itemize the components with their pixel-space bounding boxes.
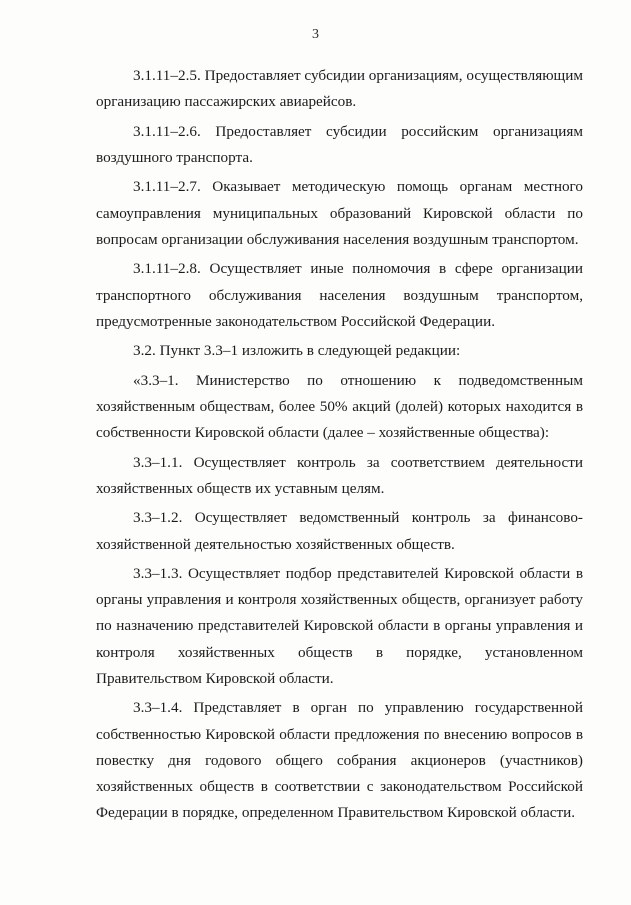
page-number: 3 [312,27,319,42]
document-body [96,63,583,830]
paragraph-3-3-1-1: 3.3–1.1. Осуществляет контроль за соответствием деятельности хозяйственных обществ их уставным целям. [96,453,583,497]
paragraph-3-3-1-3: 3.3–1.3. Осуществляет подбор представителей Кировской области в органы управления и контроля хозяйственных обществ, организует работу по назначению представителей Кировской области в органы управления и контроля хозяйственных обществ в порядке, установленном Правительством Кировской области. [96,565,583,687]
paragraph-3-3-1-4: 3.3–1.4. Представляет в орган по управлению государственной собственностью Кировской области предложения по внесению вопросов в повестку дня годового общего собрания акционеров (участников) хозяйственных обществ в соответствии с законодательством Российской Федерации в порядке, определенном Правительством Кировской области. [96,699,583,822]
paragraph-3-3-1: «3.3–1. Министерство по отношению к подведомственным хозяйственным обществам, более 50% акций (долей) которых находится в собственности Кировской области (далее – хозяйственные общества): [96,371,583,442]
paragraph-3-1-11-2-7: 3.1.11–2.7. Оказывает методическую помощь органам местного самоуправления муниципальных образований Кировской области по вопросам организации обслуживания населения воздушным транспортом. [96,178,583,248]
paragraph-3-2: 3.2. Пункт 3.3–1 изложить в следующей редакции: [133,342,461,360]
paragraph-3-1-11-2-6: 3.1.11–2.6. Предоставляет субсидии российским организациям воздушного транспорта. [96,122,583,166]
paragraph-3-1-11-2-8: 3.1.11–2.8. Осуществляет иные полномочия в сфере организации транспортного обслуживания населения воздушным транспортом, предусмотренные законодательством Российской Федерации. [96,260,583,330]
paragraph-3-3-1-2: 3.3–1.2. Осуществляет ведомственный контроль за финансово-хозяйственной деятельностью хозяйственных обществ. [96,509,583,553]
paragraph-3-1-11-2-5: 3.1.11–2.5. Предоставляет субсидии организациям, осуществляющим организацию пассажирских авиарейсов. [96,67,583,111]
